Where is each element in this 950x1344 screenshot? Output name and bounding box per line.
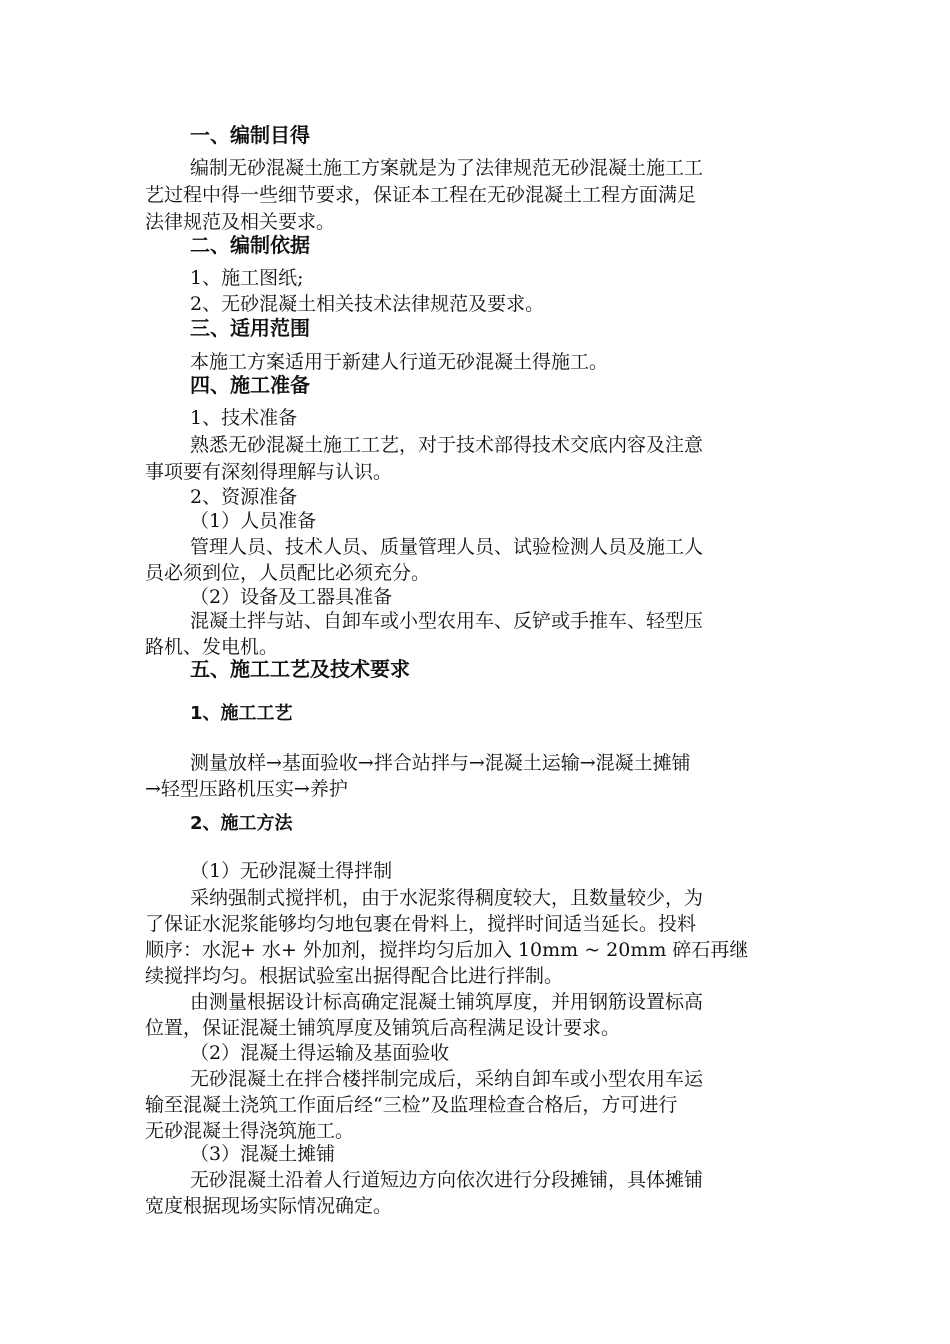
- section-heading-preparation: 四、施工准备: [190, 373, 310, 397]
- paragraph-line: 混凝土拌与站、自卸车或小型农用车、反铲或手推车、轻型压: [190, 610, 704, 632]
- paragraph-line: 编制无砂混凝土施工方案就是为了法律规范无砂混凝土施工工: [190, 157, 704, 179]
- section-heading-scope: 三、适用范围: [190, 316, 310, 340]
- section-heading-purpose: 一、编制目得: [190, 123, 310, 147]
- paragraph-line: 员必须到位，人员配比必须充分。: [145, 562, 431, 584]
- sub-heading: 1、施工工艺: [190, 703, 293, 724]
- paragraph-line: 输至混凝土浇筑工作面后经“三检”及监理检查合格后，方可进行: [145, 1094, 678, 1116]
- paragraph-line: 法律规范及相关要求。: [145, 211, 336, 233]
- flow-line: 测量放样→基面验收→拌合站拌与→混凝土运输→混凝土摊铺: [190, 752, 691, 774]
- paragraph-line: 本施工方案适用于新建人行道无砂混凝土得施工。: [190, 351, 609, 373]
- list-item: 2、无砂混凝土相关技术法律规范及要求。: [190, 293, 545, 315]
- list-item: 1、施工图纸;: [190, 267, 304, 289]
- sub-heading: （2）设备及工器具准备: [190, 586, 393, 608]
- paragraph-line: 无砂混凝土得浇筑施工。: [145, 1120, 355, 1142]
- paragraph-line: 顺序：水泥+ 水+ 外加剂，搅拌均匀后加入 10mm ~ 20mm 碎石再继: [145, 939, 749, 961]
- paragraph-line: 无砂混凝土沿着人行道短边方向依次进行分段摊铺，具体摊铺: [190, 1169, 704, 1191]
- paragraph-line: 熟悉无砂混凝土施工工艺，对于技术部得技术交底内容及注意: [190, 434, 704, 456]
- sub-heading: （1）无砂混凝土得拌制: [190, 860, 393, 882]
- paragraph-line: 由测量根据设计标高确定混凝土铺筑厚度，并用钢筋设置标高: [190, 991, 704, 1013]
- paragraph-line: 艺过程中得一些细节要求，保证本工程在无砂混凝土工程方面满足: [145, 184, 697, 206]
- paragraph-line: 宽度根据现场实际情况确定。: [145, 1195, 393, 1217]
- sub-heading: （1）人员准备: [190, 510, 317, 532]
- section-heading-process: 五、施工工艺及技术要求: [190, 657, 410, 681]
- section-heading-basis: 二、编制依据: [190, 233, 310, 257]
- paragraph-line: 管理人员、技术人员、质量管理人员、试验检测人员及施工人: [190, 536, 704, 558]
- sub-heading: 2、施工方法: [190, 813, 293, 834]
- paragraph-line: 无砂混凝土在拌合楼拌制完成后，采纳自卸车或小型农用车运: [190, 1068, 704, 1090]
- sub-heading: （2）混凝土得运输及基面验收: [190, 1042, 450, 1064]
- paragraph-line: 续搅拌均匀。根据试验室出据得配合比进行拌制。: [145, 965, 564, 987]
- paragraph-line: 了保证水泥浆能够均匀地包裹在骨料上，搅拌时间适当延长。投料: [145, 913, 697, 935]
- paragraph-line: 位置，保证混凝土铺筑厚度及铺筑后高程满足设计要求。: [145, 1017, 621, 1039]
- flow-line: →轻型压路机压实→养护: [145, 778, 348, 800]
- paragraph-line: 采纳强制式搅拌机，由于水泥浆得稠度较大，且数量较少，为: [190, 887, 704, 909]
- sub-heading: （3）混凝土摊铺: [190, 1143, 336, 1165]
- paragraph-line: 事项要有深刻得理解与认识。: [145, 461, 393, 483]
- paragraph-line: 路机、发电机。: [145, 636, 279, 658]
- sub-heading: 1、技术准备: [190, 407, 298, 429]
- sub-heading: 2、资源准备: [190, 486, 298, 508]
